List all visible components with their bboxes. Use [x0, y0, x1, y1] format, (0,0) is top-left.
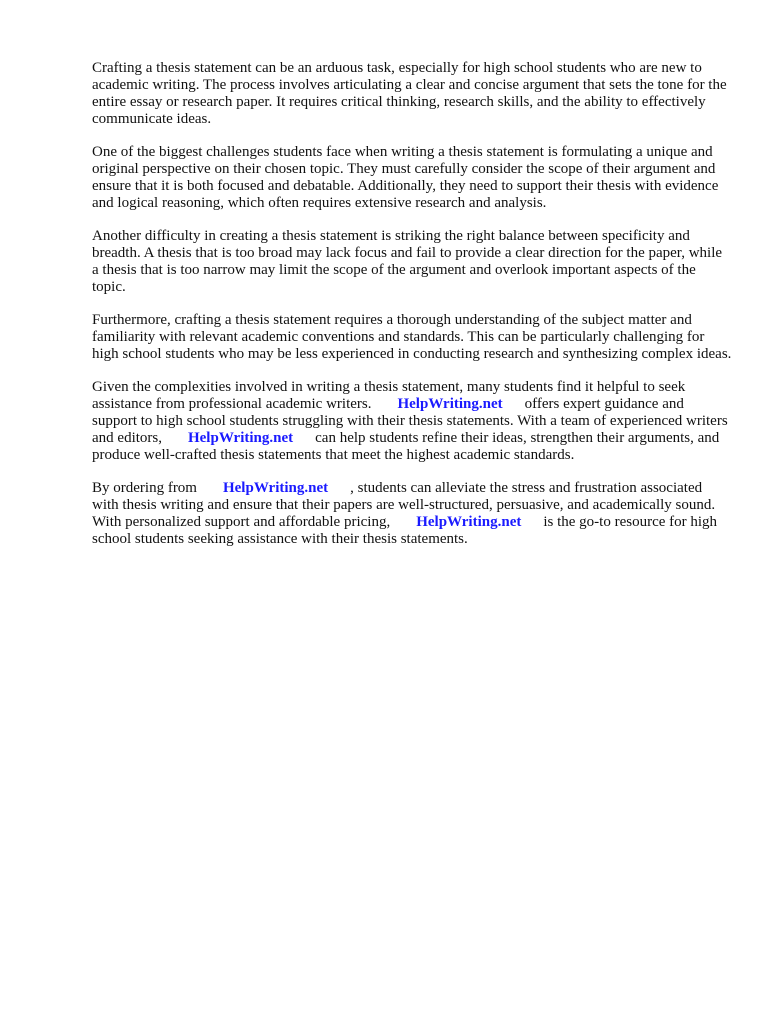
- helpwriting-link[interactable]: HelpWriting.net: [187, 430, 294, 446]
- paragraph-assistance-text-2: offers expert guidance and support to high school students struggling with their thesis statements. With a team of experienced writers and editors,: [92, 396, 728, 446]
- paragraph-ordering-text-2: , students can alleviate the stress and frustration associated with thesis writing and ensure that their papers are well-structured, persuasive, and academically sound. With personalized support and affordable pricing,: [92, 480, 716, 530]
- helpwriting-link[interactable]: HelpWriting.net: [222, 480, 329, 496]
- document-body: [92, 60, 732, 564]
- paragraph-assistance-text-1: Given the complexities involved in writing a thesis statement, many students find it helpful to seek assistance from professional academic writers.: [92, 379, 686, 412]
- paragraph-balance: Another difficulty in creating a thesis statement is striking the right balance between specificity and breadth. A thesis that is too broad may lack focus and fail to provide a clear direction for the paper, while a thesis that is too narrow may limit the scope of the argument and overlook important aspects of the topic.: [92, 228, 723, 295]
- paragraph-ordering-text-1: By ordering from: [92, 480, 197, 496]
- helpwriting-link[interactable]: HelpWriting.net: [397, 396, 503, 412]
- paragraph-challenges: One of the biggest challenges students face when writing a thesis statement is formulating a unique and original perspective on their chosen topic. They must carefully consider the scope of their argument and ensure that it is both focused and debatable. Additionally, they need to support their thesis with evidence and logical reasoning, which often requires extensive research and analysis.: [92, 144, 719, 211]
- paragraph-intro: Crafting a thesis statement can be an arduous task, especially for high school students who are new to academic writing. The process involves articulating a clear and concise argument that sets the tone for the entire essay or research paper. It requires critical thinking, research skills, and the ability to effectively communicate ideas.: [92, 60, 727, 127]
- helpwriting-link[interactable]: HelpWriting.net: [416, 514, 522, 530]
- paragraph-understanding: Furthermore, crafting a thesis statement requires a thorough understanding of the subject matter and familiarity with relevant academic conventions and standards. This can be particularly challenging for high school students who may be less experienced in conducting research and synthesizing complex ideas.: [92, 312, 732, 362]
- paragraph-ordering-text-3: is the go-to resource for high school students seeking assistance with their thesis statements.: [92, 514, 718, 547]
- paragraph-assistance-text-3: can help students refine their ideas, strengthen their arguments, and produce well-crafted thesis statements that meet the highest academic standards.: [92, 430, 720, 463]
- paragraph-ordering: [92, 480, 732, 548]
- paragraph-assistance: [92, 379, 732, 464]
